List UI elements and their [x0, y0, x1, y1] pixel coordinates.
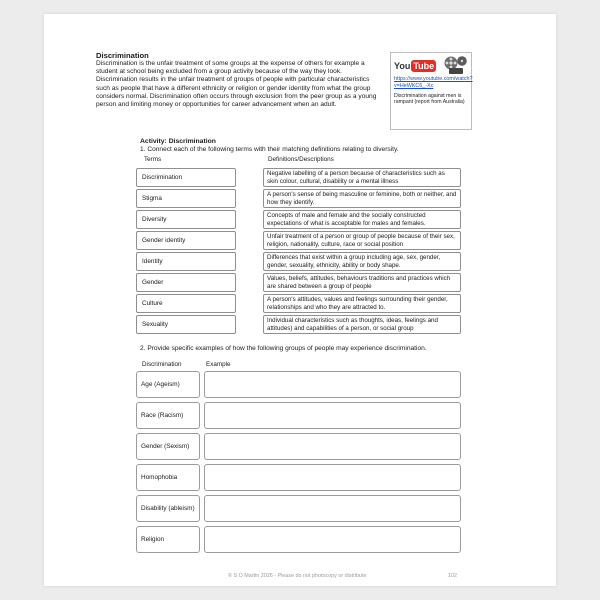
footer-copyright: © S O Martin 2026 - Please do not photocopy or distribute — [228, 573, 367, 579]
definitions-header: Definitions/Descriptions — [268, 156, 334, 163]
definition-box[interactable]: Differences that exist within a group including age, sex, gender, gender, sexuality, ethnicity, ability or body shape. — [263, 252, 461, 271]
youtube-logo-icon: You Tube — [394, 60, 435, 71]
definition-box[interactable]: A person's attitudes, values and feelings surrounding their gender, relationships and who they are attracted to. — [263, 294, 461, 313]
group-label: Gender (Sexism) — [136, 433, 200, 460]
example-header: Example — [206, 361, 231, 368]
group-label: Homophobia — [136, 464, 200, 491]
term-box[interactable]: Gender — [136, 273, 236, 292]
example-answer-box[interactable] — [204, 464, 461, 491]
example-answer-box[interactable] — [204, 371, 461, 398]
term-box[interactable]: Identity — [136, 252, 236, 271]
example-answer-box[interactable] — [204, 495, 461, 522]
term-box[interactable]: Diversity — [136, 210, 236, 229]
term-box[interactable]: Sexuality — [136, 315, 236, 334]
example-answer-box[interactable] — [204, 433, 461, 460]
term-box[interactable]: Culture — [136, 294, 236, 313]
definition-box[interactable]: Negative labelling of a person because of characteristics such as skin colour, cultural, disability or a mental illness — [263, 168, 461, 187]
example-answer-box[interactable] — [204, 402, 461, 429]
definition-box[interactable]: Values, beliefs, attitudes, behaviours traditions and practices which are shared between a group of people — [263, 273, 461, 292]
discrimination-header: Discrimination — [142, 361, 182, 368]
intro-paragraph: Discrimination is the unfair treatment of some groups at the expense of others for example a student at school being excluded from a group activity because of the way they look. Discrimination results in the unfair treatment of groups of people with particular characteristics such as people that have a different ethnicity or religion or gender identity from what the group considers normal. Discrimination often occurs through exclusion from the peer group as a young person and limiting money or opportunities for career advancement when an adult. — [96, 60, 377, 109]
definition-box[interactable]: Concepts of male and female and the socially constructed expectations of what is acceptable for males and females. — [263, 210, 461, 229]
group-label: Disability (ableism) — [136, 495, 200, 522]
term-box[interactable]: Gender identity — [136, 231, 236, 250]
activity-title: Activity: Discrimination — [140, 138, 216, 145]
section-title: Discrimination — [96, 51, 149, 60]
term-box[interactable]: Stigma — [136, 189, 236, 208]
question-1: 1. Connect each of the following terms with their matching definitions relating to diversity. — [140, 146, 399, 153]
video-link[interactable]: https://www.youtube.com/watch?v=HeWKC6_-Xc — [394, 76, 473, 89]
video-reference-box — [390, 52, 472, 130]
terms-header: Terms — [144, 156, 162, 163]
group-label: Religion — [136, 526, 200, 553]
example-answer-box[interactable] — [204, 526, 461, 553]
definition-box[interactable]: Individual characteristics such as thoughts, ideas, feelings and attitudes) and capabilities of a person, or social group — [263, 315, 461, 334]
definition-box[interactable]: Unfair treatment of a person or group of people because of their sex, religion, nationality, culture, race or social position — [263, 231, 461, 250]
question-2: 2. Provide specific examples of how the following groups of people may experience discrimination. — [140, 345, 427, 352]
film-reel-icon — [443, 55, 469, 75]
term-box[interactable]: Discrimination — [136, 168, 236, 187]
group-label: Race (Racism) — [136, 402, 200, 429]
video-caption: Discrimination against men is rampant (report from Australia) — [394, 93, 465, 106]
definition-box[interactable]: A person's sense of being masculine or feminine, both or neither, and how they identify. — [263, 189, 461, 208]
group-label: Age (Ageism) — [136, 371, 200, 398]
page-number: 102 — [448, 573, 457, 579]
